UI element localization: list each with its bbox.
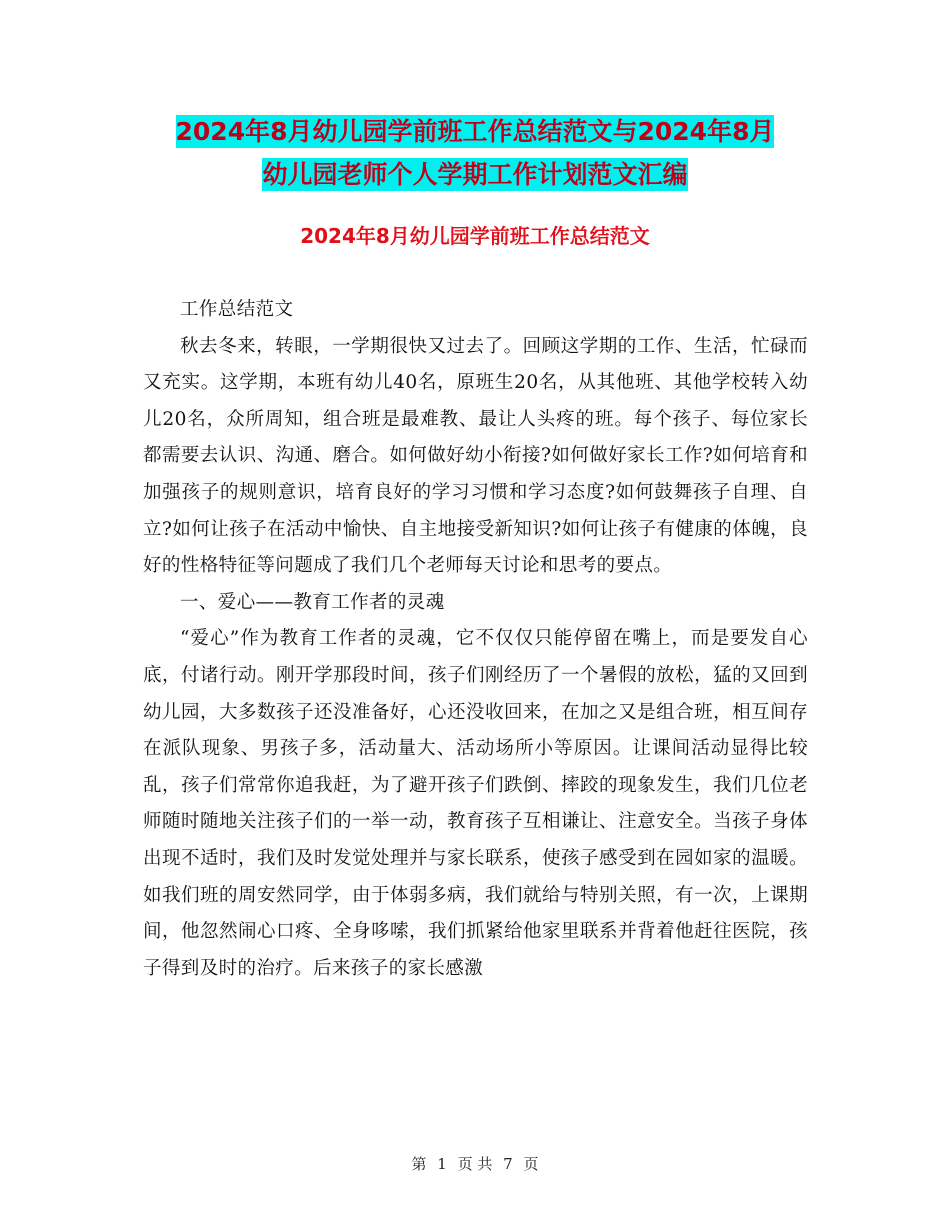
footer-suffix: 页 bbox=[523, 1155, 539, 1173]
document-title-text-1: 2024年8月幼儿园学前班工作总结范文与2024年8月 bbox=[175, 117, 775, 146]
paragraph: “爱心”作为教育工作者的灵魂，它不仅仅只能停留在嘴上，而是要发自心底，付诸行动。刚开学那段时间，孩子们刚经历了一个暑假的放松，猛的又回到幼儿园，大多数孩子还没准备好，心还没收回来，在加之又是组合班，相互间存在派队现象、男孩子多，活动量大、活动场所小等原因。让课间活动显得比较乱，孩子们常常你追我赶，为了避开孩子们跌倒、摔跤的现象发生，我们几位老师随时随地关注孩子们的一举一动，教育孩子互相谦让、注意安全。当孩子身体出现不适时，我们及时发觉处理并与家长联系，使孩子感受到在园如家的温暖。如我们班的周安然同学，由于体弱多病，我们就给与特别关照，有一次，上课期间，他忽然闹心口疼、全身哆嗦，我们抓紧给他家里联系并背着他赶往医院，孩子得到及时的治疗。后来孩子的家长感激 bbox=[143, 628, 808, 979]
footer-prefix: 第 bbox=[411, 1155, 427, 1173]
paragraph: 秋去冬来，转眼，一学期很快又过去了。回顾这学期的工作、生活，忙碌而又充实。这学期，本班有幼儿40名，原班生20名，从其他班、其他学校转入幼儿20名，众所周知，组合班是最难教、最让人头疼的班。每个孩子、每位家长都需要去认识、沟通、磨合。如何做好幼小衔接?如何做好家长工作?如何培育和加强孩子的规则意识，培育良好的学习习惯和学习态度?如何鼓舞孩子自理、自立?如何让孩子在活动中愉快、自主地接受新知识?如何让孩子有健康的体魄，良好的性格特征等问题成了我们几个老师每天讨论和思考的要点。 bbox=[143, 335, 808, 577]
total-pages: 7 bbox=[503, 1155, 513, 1173]
current-page-number: 1 bbox=[437, 1155, 447, 1173]
section-heading: 一、爱心——教育工作者的灵魂 bbox=[180, 591, 445, 613]
document-title-text-2: 幼儿园老师个人学期工作计划范文汇编 bbox=[262, 160, 688, 189]
document-title-line-1 bbox=[0, 112, 950, 152]
document-title-line-2 bbox=[0, 155, 950, 195]
footer-middle: 页 共 bbox=[457, 1155, 493, 1173]
document-body bbox=[143, 292, 808, 987]
paragraph-heading: 工作总结范文 bbox=[180, 299, 294, 320]
page-footer bbox=[0, 1152, 950, 1176]
section-title: 2024年8月幼儿园学前班工作总结范文 bbox=[300, 224, 650, 248]
